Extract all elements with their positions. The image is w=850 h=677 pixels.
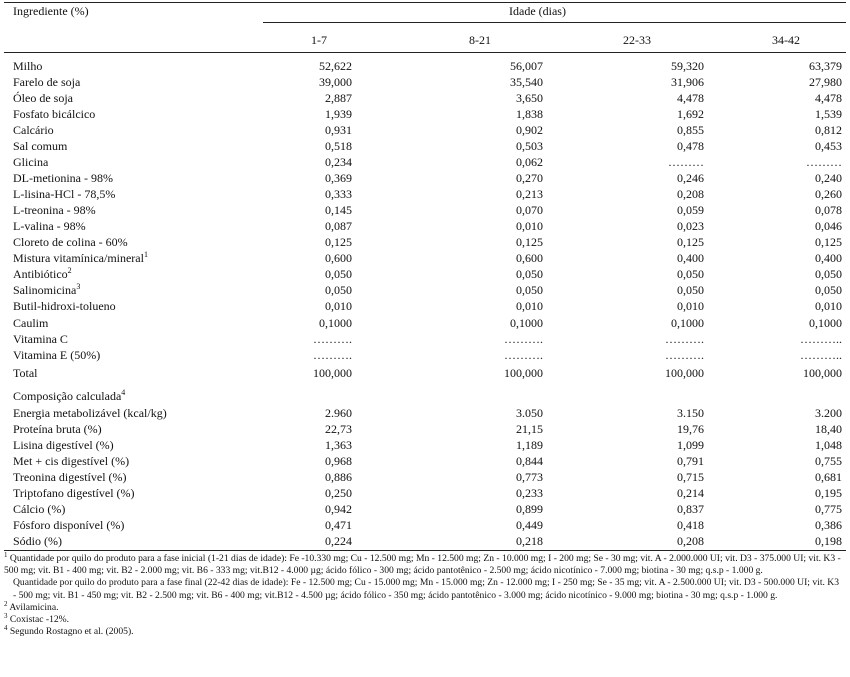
row-value: 0,046 <box>815 219 842 233</box>
row-value: 0,449 <box>516 518 543 532</box>
row-value: 0,246 <box>677 171 704 185</box>
composition-title <box>13 388 125 404</box>
row-value: ………. <box>504 348 543 362</box>
row-value: 0,050 <box>677 267 704 281</box>
row-label: Sódio (%) <box>13 534 62 548</box>
row-value: 0,050 <box>815 267 842 281</box>
row-value: 0,023 <box>677 219 704 233</box>
row-value: 52,622 <box>319 59 352 73</box>
row-value: 0,755 <box>815 454 842 468</box>
row-value: 0,125 <box>325 235 352 249</box>
row-value: 0,681 <box>815 470 842 484</box>
row-label: Milho <box>13 59 43 73</box>
row-value: 0,050 <box>516 283 543 297</box>
row-value: 1,363 <box>325 438 352 452</box>
row-value: 0,218 <box>516 534 543 548</box>
footnote-marker: 4 <box>4 624 8 633</box>
row-value: 1,838 <box>516 107 543 121</box>
table-row <box>0 58 850 74</box>
row-value: ………. <box>313 332 352 346</box>
row-value: 0,195 <box>815 486 842 500</box>
table-row <box>0 202 850 218</box>
table-row <box>0 405 850 421</box>
row-value: 0,250 <box>325 486 352 500</box>
row-value: 0,010 <box>516 219 543 233</box>
age-column-3: 22-33 <box>623 33 651 47</box>
row-value: 0,369 <box>325 171 352 185</box>
row-value: 1,692 <box>677 107 704 121</box>
row-value: 0,812 <box>815 123 842 137</box>
table-row <box>0 106 850 122</box>
row-label: Triptofano digestível (%) <box>13 486 135 500</box>
table-row <box>0 282 850 298</box>
row-label: Fosfato bicálcico <box>13 107 96 121</box>
row-value: 0,1000 <box>319 316 352 330</box>
row-value: 3.200 <box>815 406 842 420</box>
header-bottom-rule <box>4 52 846 53</box>
row-label: Lisina digestível (%) <box>13 438 114 452</box>
table-row <box>0 170 850 186</box>
row-value: 0,233 <box>516 486 543 500</box>
footnote-marker: 4 <box>121 388 126 397</box>
row-value: 0,886 <box>325 470 352 484</box>
row-value: 0,213 <box>516 187 543 201</box>
row-value: 0,145 <box>325 203 352 217</box>
row-value: 0,208 <box>677 187 704 201</box>
row-value: 0,087 <box>325 219 352 233</box>
row-value: 63,379 <box>809 59 842 73</box>
row-value: 0,844 <box>516 454 543 468</box>
row-value: 0,260 <box>815 187 842 201</box>
row-value: 0,478 <box>677 139 704 153</box>
row-value: 4,478 <box>815 91 842 105</box>
table-row <box>0 453 850 469</box>
row-value: 1,099 <box>677 438 704 452</box>
table-row <box>0 298 850 314</box>
row-label-text: Mistura vitamínica/mineral <box>13 251 144 265</box>
row-label: Glicina <box>13 155 49 169</box>
row-value: 0,059 <box>677 203 704 217</box>
row-value: 0,214 <box>677 486 704 500</box>
row-value: 0,1000 <box>809 316 842 330</box>
row-value: 27,980 <box>809 75 842 89</box>
footnote-2 <box>4 599 844 614</box>
row-value: 0,234 <box>325 155 352 169</box>
row-value: 100,000 <box>665 366 704 380</box>
row-value: 0,010 <box>325 299 352 313</box>
row-label: Caulim <box>13 316 49 330</box>
row-value: 0,125 <box>815 235 842 249</box>
table-row <box>0 250 850 266</box>
age-header: Idade (dias) <box>509 4 566 18</box>
row-value: 0,062 <box>516 155 543 169</box>
table-row <box>0 315 850 331</box>
row-label: Farelo de soja <box>13 75 81 89</box>
row-value: 0,400 <box>815 251 842 265</box>
footnote-4-text: Segundo Rostagno et al. (2005). <box>9 626 134 638</box>
row-value: 59,320 <box>671 59 704 73</box>
row-value: 0,010 <box>815 299 842 313</box>
table-row <box>0 186 850 202</box>
row-value: 0,775 <box>815 502 842 516</box>
row-label <box>13 250 148 266</box>
row-value: ……… <box>806 155 842 169</box>
row-value: 35,540 <box>510 75 543 89</box>
row-value: 0,125 <box>516 235 543 249</box>
row-value: 0,198 <box>815 534 842 548</box>
row-value: 0,837 <box>677 502 704 516</box>
row-value: 39,000 <box>319 75 352 89</box>
table-row <box>0 347 850 363</box>
row-value: 1,939 <box>325 107 352 121</box>
row-value: 100,000 <box>803 366 842 380</box>
top-rule <box>4 2 846 3</box>
row-value: 0,715 <box>677 470 704 484</box>
total-row <box>0 365 850 381</box>
table-row <box>0 218 850 234</box>
row-value: 0,942 <box>325 502 352 516</box>
age-column-2: 8-21 <box>469 33 491 47</box>
row-label: Treonina digestível (%) <box>13 470 127 484</box>
table-row <box>0 437 850 453</box>
row-label: Vitamina C <box>13 332 68 346</box>
row-label: Met + cis digestível (%) <box>13 454 130 468</box>
table-row <box>0 122 850 138</box>
footnote-marker: 1 <box>4 550 8 559</box>
row-value: 0,503 <box>516 139 543 153</box>
age-columns <box>0 33 850 49</box>
row-value: ………. <box>504 332 543 346</box>
row-value: 0,902 <box>516 123 543 137</box>
footnote-marker: 2 <box>67 266 72 275</box>
row-label: Total <box>13 366 38 380</box>
footnote-marker: 3 <box>4 611 8 620</box>
row-value: 2.960 <box>325 406 352 420</box>
footnote-1-final <box>4 577 844 601</box>
row-value: 0,418 <box>677 518 704 532</box>
row-label: Butil-hidroxi-tolueno <box>13 299 116 313</box>
row-value: ……… <box>668 155 704 169</box>
row-value: 0,518 <box>325 139 352 153</box>
row-label <box>13 282 80 298</box>
row-value: 0,050 <box>325 283 352 297</box>
row-label: Energia metabolizável (kcal/kg) <box>13 406 167 420</box>
row-label: Calcário <box>13 123 54 137</box>
row-value: 0,010 <box>516 299 543 313</box>
row-value: 0,1000 <box>510 316 543 330</box>
row-value: 0,240 <box>815 171 842 185</box>
row-value: 3.150 <box>677 406 704 420</box>
row-value: 0,386 <box>815 518 842 532</box>
row-value: 0,078 <box>815 203 842 217</box>
row-value: 1,189 <box>516 438 543 452</box>
footnote-marker: 2 <box>4 599 8 608</box>
row-value: 0,010 <box>677 299 704 313</box>
age-column-1: 1-7 <box>311 33 327 47</box>
row-label: Sal comum <box>13 139 68 153</box>
row-value: ……….. <box>800 332 842 346</box>
row-value: 0,050 <box>325 267 352 281</box>
row-value: 0,050 <box>815 283 842 297</box>
footnotes <box>4 550 844 638</box>
row-label: L-treonina - 98% <box>13 203 96 217</box>
row-value: 4,478 <box>677 91 704 105</box>
table-row <box>0 138 850 154</box>
row-value: 0,931 <box>325 123 352 137</box>
row-value: 18,40 <box>815 422 842 436</box>
ingredient-header: Ingrediente (%) <box>13 4 89 18</box>
row-value: 0,471 <box>325 518 352 532</box>
composition-title-text: Composição calculada <box>13 389 122 403</box>
row-value: 22,73 <box>325 422 352 436</box>
composition-title-row <box>0 388 850 404</box>
row-value: 0,224 <box>325 534 352 548</box>
row-value: 3,650 <box>516 91 543 105</box>
footnote-2-text: Avilamicina. <box>9 601 59 613</box>
row-value: 2,887 <box>325 91 352 105</box>
row-label: Cálcio (%) <box>13 502 66 516</box>
table-row <box>0 266 850 282</box>
row-value: 0,855 <box>677 123 704 137</box>
row-value: 3.050 <box>516 406 543 420</box>
row-label-text: Salinomicina <box>13 283 77 297</box>
table-row <box>0 421 850 437</box>
row-value: 0,453 <box>815 139 842 153</box>
row-value: 0,208 <box>677 534 704 548</box>
row-value: ………. <box>665 348 704 362</box>
table-row <box>0 501 850 517</box>
table-row <box>0 331 850 347</box>
row-label: L-valina - 98% <box>13 219 86 233</box>
row-value: ………. <box>665 332 704 346</box>
row-value: 56,007 <box>510 59 543 73</box>
footnote-3 <box>4 611 844 626</box>
row-value: 1,048 <box>815 438 842 452</box>
row-label: Óleo de soja <box>13 91 73 105</box>
row-label: Fósforo disponível (%) <box>13 518 125 532</box>
footnote-marker: 3 <box>76 282 81 291</box>
row-value: ………. <box>313 348 352 362</box>
row-label <box>13 266 72 282</box>
row-value: ……….. <box>800 348 842 362</box>
footnote-1-final-text: Quantidade por quilo do produto para a fase final (22-42 dias de idade): Fe - 12.500 mg; Cu - 15.000 mg; Mn - 15.000 mg; Zn - 12.000 mg; I - 250 mg; Se - 35 mg; vit. A - 2.500.000 UI; vit. D3 - 500.000 UI; vit. K3 - 500 mg; vit. B1 - 450 mg; vit. B2 - 2.500 mg; vit. B6 - 400 mg; vit.B12 - 4.500 µg; ácido fólico - 350 mg; ácido pantotênico - 3.000 mg; ácido nicotínico - 9.000 mg; biotina - 30 mg; q.s.p - 1.000 g. <box>13 577 840 601</box>
row-value: 0,050 <box>677 283 704 297</box>
footnote-1 <box>4 550 844 577</box>
table-row <box>0 485 850 501</box>
row-value: 0,400 <box>677 251 704 265</box>
row-value: 0,050 <box>516 267 543 281</box>
row-value: 0,125 <box>677 235 704 249</box>
row-value: 21,15 <box>516 422 543 436</box>
row-value: 1,539 <box>815 107 842 121</box>
row-value: 0,1000 <box>671 316 704 330</box>
table-bottom-rule <box>4 550 846 551</box>
row-label: L-lisina-HCl - 78,5% <box>13 187 116 201</box>
row-value: 19,76 <box>677 422 704 436</box>
table-row <box>0 469 850 485</box>
row-value: 0,968 <box>325 454 352 468</box>
table-row <box>0 90 850 106</box>
age-column-4: 34-42 <box>772 33 800 47</box>
row-value: 0,333 <box>325 187 352 201</box>
row-label: Vitamina E (50%) <box>13 348 101 362</box>
footnote-3-text: Coxistac -12%. <box>9 614 70 626</box>
footnote-4 <box>4 626 844 638</box>
row-label-text: Antibiótico <box>13 267 68 281</box>
table-row <box>0 154 850 170</box>
row-value: 0,600 <box>516 251 543 265</box>
row-value: 0,791 <box>677 454 704 468</box>
row-value: 31,906 <box>671 75 704 89</box>
age-header-rule <box>263 22 846 23</box>
row-label: Cloreto de colina - 60% <box>13 235 128 249</box>
table-row <box>0 517 850 533</box>
row-value: 0,600 <box>325 251 352 265</box>
table-row <box>0 234 850 250</box>
row-label: Proteína bruta (%) <box>13 422 102 436</box>
row-value: 0,899 <box>516 502 543 516</box>
row-value: 0,070 <box>516 203 543 217</box>
footnote-marker: 1 <box>143 250 148 259</box>
row-value: 0,270 <box>516 171 543 185</box>
row-value: 0,773 <box>516 470 543 484</box>
table-row <box>0 533 850 549</box>
row-value: 100,000 <box>313 366 352 380</box>
row-label: DL-metionina - 98% <box>13 171 113 185</box>
table-row <box>0 74 850 90</box>
row-value: 100,000 <box>504 366 543 380</box>
footnote-1-initial-text: Quantidade por quilo do produto para a fase inicial (1-21 dias de idade): Fe -10.330 mg; Cu - 12.500 mg; Mn - 12.500 mg; Zn - 10.000 mg; I - 200 mg; Se - 30 mg; vit. A - 2.000.000 UI; vit. D3 - 375.000 UI; vit. K3 - 500 mg; vit. B1 - 400 mg; vit. B2 - 2.000 mg; vit. B6 - 333 mg; vit.B12 - 4.000 µg; ácido fólico - 300 mg; ácido pantotênico - 2.500 mg; ácido nicotínico - 7.000 mg; biotina - 30 mg; q.s.p - 1.000 g. <box>4 553 841 577</box>
